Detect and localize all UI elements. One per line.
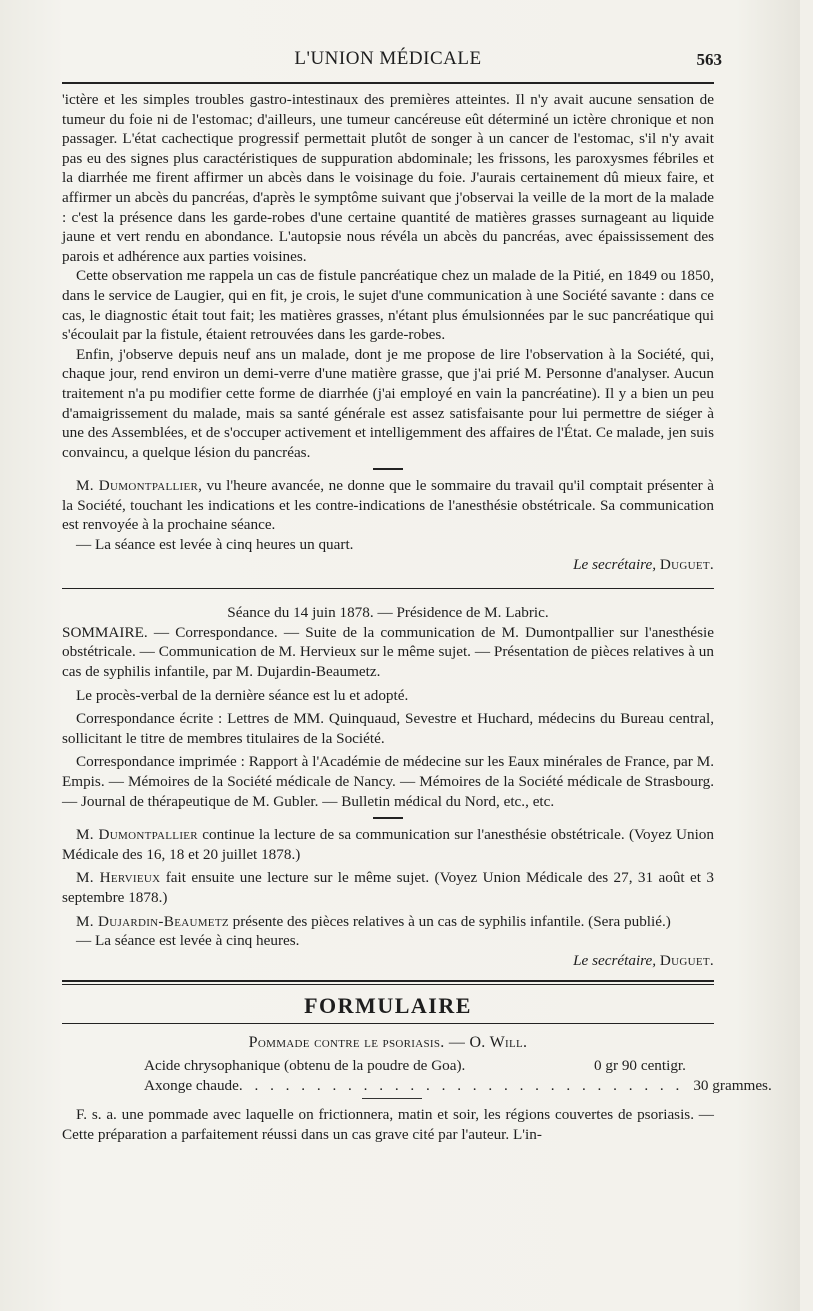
minutes-line: Le procès-verbal de la dernière séance est lu et adopté. bbox=[76, 686, 409, 704]
signature-role: Le secrétaire, bbox=[573, 555, 657, 573]
signature-name: Duguet. bbox=[659, 555, 714, 573]
summary-label: SOMMAIRE. bbox=[62, 623, 148, 641]
session-summary bbox=[62, 623, 714, 682]
header-rule bbox=[62, 82, 714, 84]
running-header bbox=[62, 40, 722, 80]
speaker-name: M. Dumontpallier bbox=[76, 477, 199, 495]
paragraph-dumontpallier-2 bbox=[62, 825, 714, 864]
ingredient-name: Acide chrysophanique (obtenu de la poudre de Goa). bbox=[144, 1057, 466, 1075]
section-rule bbox=[62, 588, 714, 589]
paragraph-observation: Enfin, j'observe depuis neuf ans un malade, dont je me propose de lire l'observation à la Société, qui, chaque jour, rend environ un demi-verre d'une matière grasse, que j'ai prié M. Personne d'analyser. Aucun traitement n'a pu modifier cette forme de diarrhée (j'ai employé en vain la pancréatine). Il y a bien un peu d'amaigrissement du malade, mais sa santé générale est assez satisfaisante pour lui permettre de siéger à une des Assemblées, et de s'occuper activement et intelligemment des affaires de l'État. Ce malade, jen suis convaincu, a quelque lésion du pancréas. bbox=[62, 345, 714, 461]
paragraph-abces: 'ictère et les simples troubles gastro-intestinaux des premières atteintes. Il n'y avait aucune sensation de tumeur du foie ni de l'estomac; d'ailleurs, une tumeur cancéreuse eût déterminé un ictère chronique et non passager. L'état cachectique progressif permettait plutôt de songer à un cancer de l'estomac, s'il n'y avait pas eu des signes plus caractéristiques de suppuration abdominale; les frissons, les paroxysmes fébriles et la diarrhée me firent affirmer un abcès dans le voisinage du foie. J'aurais certainement dû mieux faire, et affirmer un abcès du pancréas, d'après le symptôme suivant que j'observai la veille de la mort de la malade : c'est la présence dans les garde-robes d'une certaine quantité de matières grasses surnageant au liquide jaune et vert rendu en abondance. L'autopsie nous révéla un abcès du pancréas, avec épaississement des parois et adhérence aux parties voisines. bbox=[62, 91, 714, 265]
speaker-text: continue la lecture de sa communication sur l'anesthésie obstétricale. (Voyez Union Médicale des 16, 18 et 20 juillet 1878.) bbox=[62, 826, 714, 863]
page-number: 563 bbox=[696, 50, 722, 69]
speaker-name: M. Dumontpallier bbox=[76, 826, 198, 844]
recipe-title: Pommade contre le psoriasis. — O. Will. bbox=[248, 1034, 528, 1052]
ingredient-qty: 30 grammes. bbox=[693, 1077, 772, 1095]
speaker-name: M. Dujardin-Beaumetz bbox=[76, 912, 229, 930]
section-dash bbox=[373, 468, 403, 470]
paragraph-fistule: Cette observation me rappela un cas de fistule pancréatique chez un malade de la Pitié, en 1849 ou 1850, dans le service de Laugier, qui en fit, je crois, le sujet d'une communication à une Société savante : dans ce cas, le diagnostic était tout fait; les matières grasses, n'étant plus émulsionnées par le suc pancréatique qui s'écoulait par la fistule, étaient retrouvées dans les garde-robes. bbox=[62, 267, 714, 344]
formulaire-heading: FORMULAIRE bbox=[304, 993, 472, 1019]
summary-text: — Correspondance. — Suite de la communication de M. Dumontpallier sur l'anesthésie obstétricale. — Communication de M. Hervieux sur le même sujet. — Présentation de pièces relatives à un cas de syphilis infantile, par M. Dujardin-Beaumetz. bbox=[62, 623, 714, 681]
speaker-text: , vu l'heure avancée, ne donne que le sommaire du travail qu'il comptait présenter à la Société, touchant les indications et les contre-indications de l'anesthésie obstétricale. Sa communication est renvoyée à la prochaine séance. bbox=[62, 477, 714, 534]
paragraph-dujardin bbox=[62, 912, 714, 932]
signature-1 bbox=[62, 555, 714, 575]
paragraph-hervieux bbox=[62, 868, 714, 907]
ingredient-name: Axonge chaude bbox=[144, 1077, 239, 1095]
signature-role: Le secrétaire, bbox=[573, 951, 657, 969]
leader-dots: . . . . . . . . . . . . . . . . . . . . . . . . . . . . . bbox=[238, 1077, 684, 1095]
formulaire-rule bbox=[62, 1023, 714, 1024]
ingredient-row bbox=[62, 1056, 714, 1076]
section-dash-2 bbox=[373, 817, 403, 819]
signature-2 bbox=[62, 951, 714, 971]
closing-line-1: — La séance est levée à cinq heures un quart. bbox=[76, 536, 354, 554]
speaker-name: M. Hervieux bbox=[76, 869, 161, 887]
correspondence-printed: Correspondance imprimée : Rapport à l'Académie de médecine sur les Eaux minérales de France, par M. Empis. — Mémoires de la Société médicale de Nancy. — Mémoires de la Société médicale de Strasbourg. — Journal de thérapeutique de M. Gubler. — Bulletin médical du Nord, etc., etc. bbox=[62, 753, 714, 810]
signature-name: Duguet. bbox=[659, 951, 714, 969]
recipe-instructions: F. s. a. une pommade avec laquelle on frictionnera, matin et soir, les régions couvertes de psoriasis. — Cette préparation a parfaitement réussi dans un cas grave cité par l'auteur. L'in- bbox=[62, 1106, 714, 1143]
closing-line-2: — La séance est levée à cinq heures. bbox=[76, 932, 300, 950]
speaker-text: présente des pièces relatives à un cas de syphilis infantile. (Sera publié.) bbox=[228, 912, 671, 930]
formulaire-double-rule bbox=[62, 980, 714, 985]
ingredient-row bbox=[62, 1076, 772, 1096]
ingredient-qty: 0 gr 90 centigr. bbox=[594, 1057, 686, 1075]
speaker-text: fait ensuite une lecture sur le même sujet. (Voyez Union Médicale des 27, 31 août et 3 septembre 1878.) bbox=[62, 869, 714, 906]
correspondence-written: Correspondance écrite : Lettres de MM. Quinquaud, Sevestre et Huchard, médecins du Bureau central, sollicitant le titre de membres titulaires de la Société. bbox=[62, 710, 714, 747]
sum-rule bbox=[362, 1098, 422, 1099]
paragraph-dumontpallier-1 bbox=[62, 476, 714, 535]
journal-title: L'UNION MÉDICALE bbox=[294, 48, 482, 69]
session-heading: Séance du 14 juin 1878. — Présidence de M. Labric. bbox=[227, 604, 549, 622]
